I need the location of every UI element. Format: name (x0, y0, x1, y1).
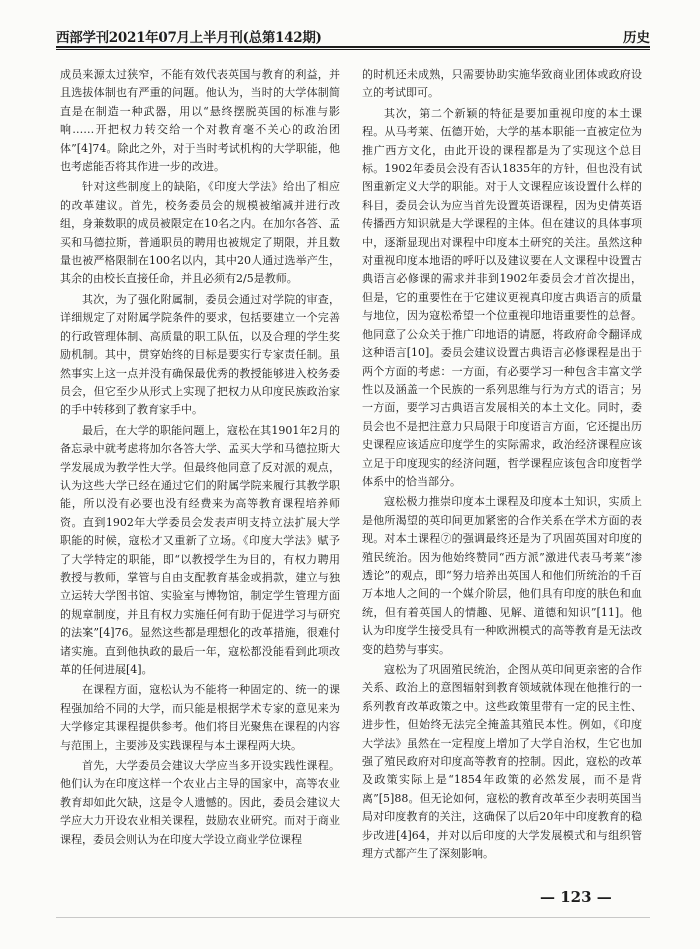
header-rule (56, 46, 650, 48)
running-header (56, 26, 650, 46)
paragraph: 寇松极力推崇印度本土课程及印度本土知识，实质上是他所渴望的英印间更加紧密的合作关系在学术方面的表现。对本土课程⑦的强调最终还是为了巩固英国对印度的殖民统治。因为他始终赞同“西方派”激进代表马考莱“渗透论”的观点，即“努力培养出英国人和他们所统治的千百万本地人之间的一个媒介阶层，他们具有印度的肤色和血统，但有着英国人的情趣、见解、道德和知识”[11]。他认为印度学生接受具有一种欧洲模式的高等教育是无法改变的趋势与事实。 (362, 495, 642, 656)
left-column (60, 66, 340, 849)
header-rule-thin (56, 49, 650, 50)
paragraph: 其次，为了强化附属制，委员会通过对学院的审查，详细规定了对附属学院条件的要求，包括要建立一个完善的行政管理体制、高质量的职工队伍，以及合理的学生奖励机制。其中，贯穿始终的目标是要实行专家责任制。虽然事实上这一点并没有确保最优秀的教授能够进入校务委员会，但它至少从形式上实现了把权力从印度民族政治家的手中转移到了教育家手中。 (60, 292, 340, 417)
paragraph: 寇松为了巩固殖民统治，企图从英印间更亲密的合作关系、政治上的意图辐射到教育领域就体现在他推行的一系列教育改革政策之中。这些政策里带有一定的民主性、进步性，但始终无法完全掩盖其殖民本性。例如，《印度大学法》虽然在一定程度上增加了大学自治权，生它也加强了殖民政府对印度高等教育的控制。因此，寇松的改革及政策实际上是“1854年政策的必然发展，而不是背离”[5]88。但无论如何，寇松的教育改革至少表明英国当局对印度教育的关注，这确保了以后20年中印度教育的稳步改进[4]64，并对以后印度的大学发展模式和与组织管理方式都产生了深刻影响。 (362, 663, 642, 861)
paragraph: 最后，在大学的职能问题上，寇松在其1901年2月的备忘录中就考虑将加尔各答大学、孟买大学和马德拉斯大学发展成为教学性大学。但最终他同意了反对派的观点，认为这些大学已经在通过它们的附属学院来履行其教学职能，所以没有必要也没有经费来为高等教育课程培养师资。直到1902年大学委员会发表声明支持立法扩展大学职能的时候，寇松才又重新了立场。《印度大学法》赋予了大学特定的职能，即“以教授学生为目的，有权力聘用教授与教师，掌管与自由支配教育基金或捐款，建立与独立运转大学图书馆、实验室与博物馆，制定学生管理方面的规章制度，并且有权力实施任何有助于促进学习与研究的法案”[4]76。显然这些都是理想化的改革措施，很难付诸实施。直到他执政的最后一年，寇松都没能看到此项改革的任何进展[4]。 (60, 423, 340, 676)
section-label: 历史 (623, 30, 650, 46)
paragraph: 针对这些制度上的缺陷，《印度大学法》给出了相应的改革建议。首先，校务委员会的规模被缩减并进行改组，身兼数职的成员被限定在10名之内。在加尔各答、孟买和马德拉斯，普通职员的聘用也被规定了期限，并且数量也被严格限制在100名以内，其中20人通过选举产生，其余的由校长直接任命，并且必须有2/5是教师。 (60, 180, 340, 286)
paragraph: 首先，大学委员会建议大学应当多开设实践性课程。他们认为在印度这样一个农业占主导的国家中，高等农业教育却如此欠缺，这是令人遗憾的。因此，委员会建议大学应大力开设农业相关课程，鼓励农业研究。而对于商业课程，委员会则认为在印度大学设立商业学位课程 (60, 759, 340, 846)
paragraph: 成员来源太过狭窄，不能有效代表英国与教育的利益，并且选拔体制也有严重的问题。他认为，当时的大学体制简直是在制造一种武器，用以“悬终摆脱英国的标准与影响……开把权力转交给一个对教育毫不关心的政治团体”[4]74。除此之外，对于当时考试机构的大学职能，他也考虑能否将其作进一步的改进。 (60, 68, 340, 174)
paragraph: 在课程方面，寇松认为不能将一种固定的、统一的课程强加给不同的大学，而只能是根据学术专家的意见来为大学修定其课程提供参考。他们将目光聚焦在课程的内容与范围上，主要涉及实践课程与本土课程两大块。 (60, 683, 340, 752)
paragraph: 其次，第二个新颖的特征是要加重视印度的本土课程。从马考莱、伍德开始，大学的基本职能一直被定位为推广西方文化，由此开设的课程都是为了实现这个总目标。1902年委员会没有否认1835年的方针，但也没有试图重新定义大学的职能。对于人文课程应该设置什么样的科目，委员会认为应当首先设置英语课程，因为史倩英语传播西方知识就是大学课程的主体。但在建议的具体事项中，逐渐显现出对课程中印度本土研究的关注。虽然这种对重视印度本地语的呼吁以及建议要在人文课程中设置古典语言必修课的需求并非到1902年委员会才首次提出，但是，它的重要性在于它建议更视真印度古典语言的质量与地位，因为寇松希望一个位重视印地语重要性的总督。他同意了公众关于推广印地语的请愿，将政府命令翻译成这种语言[10]。委员会建议设置古典语言必修课程是出于两个方面的考虑：一方面，有必要学习一种包含丰富文学性以及涵盖一个民族的一系列思维与行为方式的语言；另一方面，要学习古典语言发展相关的本土文化。同时，委员会也不是把注意力只局限于印度语言方面，它还提出历史课程应该适应印度学生的实际需求，政治经济课程应该立足于印度现实的经济问题，哲学课程应该包含印度哲学体系中的恰当部分。 (362, 106, 642, 488)
paragraph: 的时机还未成熟，只需要协助实施华致商业团体或政府设立的考试即可。 (362, 68, 642, 100)
right-column (362, 66, 642, 863)
footer-rule (56, 917, 650, 918)
journal-issue: 西部学刊2021年07月上半月刊(总第142期) (56, 30, 322, 46)
page-number: — 123 — (540, 888, 612, 906)
